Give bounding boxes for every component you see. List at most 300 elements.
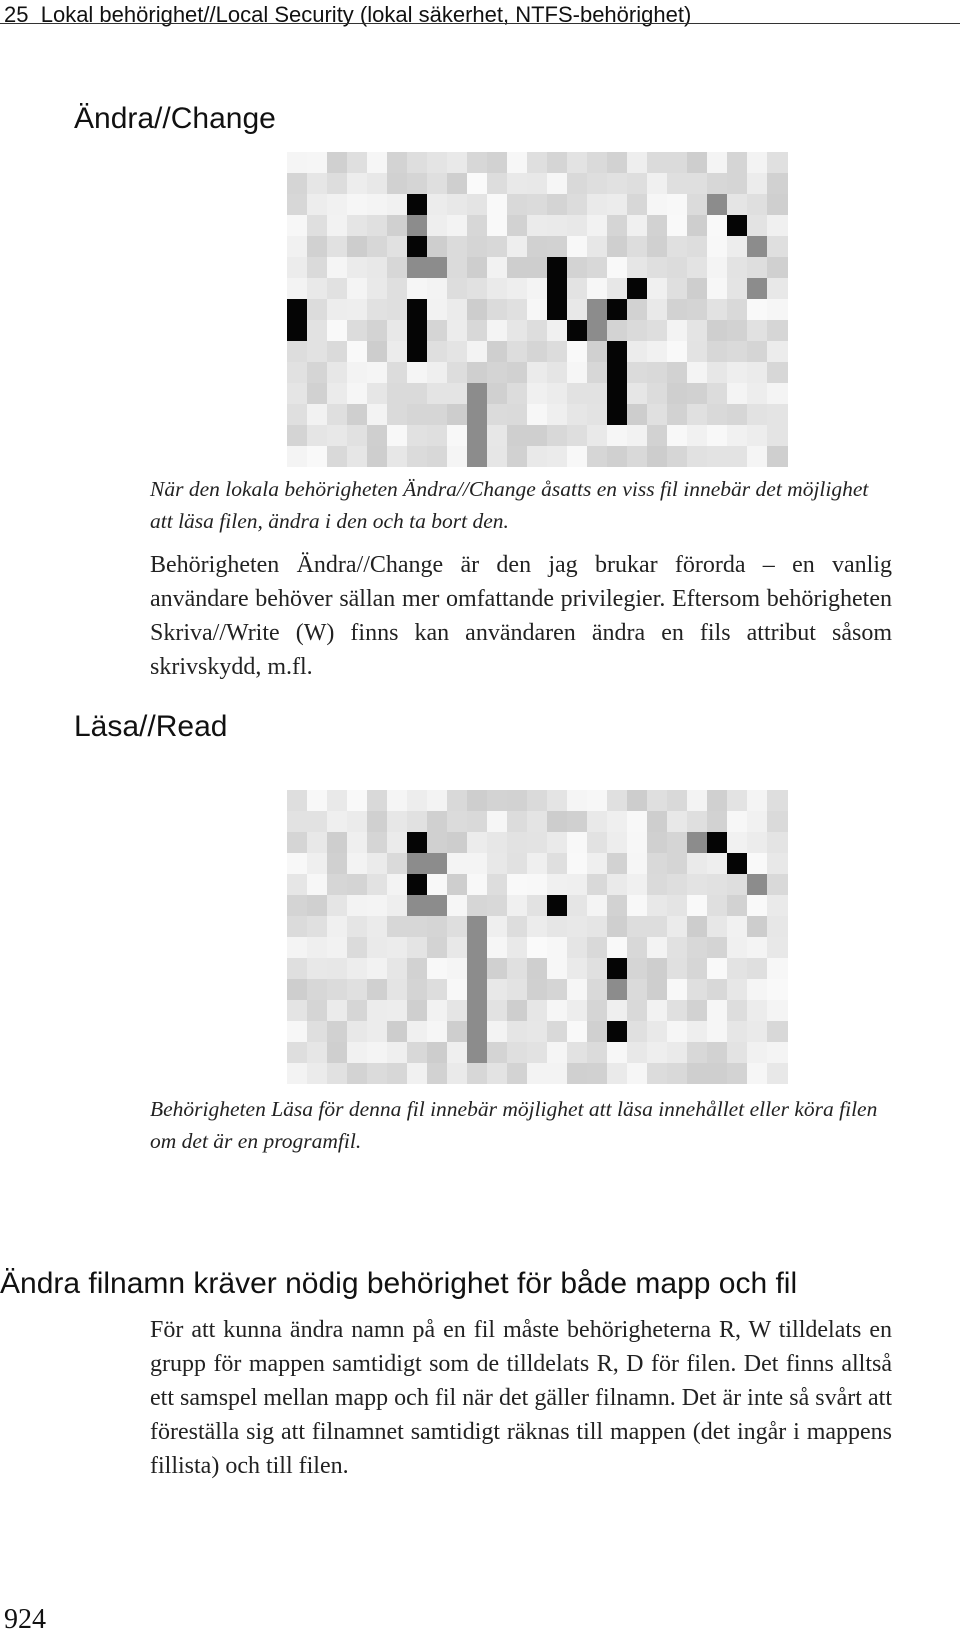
screenshot-pixel <box>747 916 768 937</box>
screenshot-pixel <box>627 404 648 425</box>
screenshot-pixel <box>667 853 688 874</box>
screenshot-pixel <box>487 1021 508 1042</box>
screenshot-pixel <box>767 446 788 467</box>
screenshot-pixel <box>467 853 488 874</box>
screenshot-pixel <box>747 215 768 236</box>
screenshot-pixel <box>307 895 328 916</box>
screenshot-pixel <box>347 790 368 811</box>
screenshot-pixel <box>627 1063 648 1084</box>
screenshot-pixel <box>547 979 568 1000</box>
screenshot-pixel <box>407 194 428 215</box>
screenshot-pixel <box>567 278 588 299</box>
screenshot-pixel <box>467 320 488 341</box>
screenshot-pixel <box>667 1063 688 1084</box>
screenshot-pixel <box>367 320 388 341</box>
screenshot-pixel <box>507 1021 528 1042</box>
screenshot-pixel <box>587 425 608 446</box>
screenshot-pixel <box>607 425 628 446</box>
screenshot-pixel <box>667 937 688 958</box>
screenshot-pixel <box>547 790 568 811</box>
screenshot-pixel <box>747 1000 768 1021</box>
screenshot-pixel <box>467 1063 488 1084</box>
screenshot-pixel <box>507 383 528 404</box>
screenshot-pixel <box>447 383 468 404</box>
page-number: 924 <box>4 1604 46 1635</box>
screenshot-pixel <box>427 811 448 832</box>
screenshot-pixel <box>747 362 768 383</box>
screenshot-pixel <box>407 383 428 404</box>
screenshot-pixel <box>527 194 548 215</box>
screenshot-pixel <box>487 916 508 937</box>
screenshot-pixel <box>607 257 628 278</box>
screenshot-pixel <box>687 1063 708 1084</box>
screenshot-pixel <box>767 874 788 895</box>
screenshot-pixel <box>307 832 328 853</box>
screenshot-pixel <box>647 257 668 278</box>
screenshot-pixel <box>367 1063 388 1084</box>
screenshot-pixel <box>767 236 788 257</box>
screenshot-pixel <box>287 1042 308 1063</box>
screenshot-pixel <box>287 811 308 832</box>
screenshot-pixel <box>627 215 648 236</box>
screenshot-pixel <box>767 257 788 278</box>
screenshot-pixel <box>587 1000 608 1021</box>
screenshot-pixel <box>587 790 608 811</box>
screenshot-pixel <box>327 916 348 937</box>
screenshot-pixel <box>627 152 648 173</box>
screenshot-pixel <box>327 1042 348 1063</box>
screenshot-pixel <box>487 341 508 362</box>
screenshot-pixel <box>527 1042 548 1063</box>
screenshot-pixel <box>387 1000 408 1021</box>
screenshot-pixel <box>387 832 408 853</box>
screenshot-pixel <box>767 404 788 425</box>
screenshot-pixel <box>607 1042 628 1063</box>
screenshot-pixel <box>747 299 768 320</box>
screenshot-pixel <box>287 874 308 895</box>
screenshot-pixel <box>747 811 768 832</box>
screenshot-pixel <box>627 1042 648 1063</box>
screenshot-pixel <box>367 1021 388 1042</box>
screenshot-pixel <box>587 895 608 916</box>
screenshot-pixel <box>387 404 408 425</box>
screenshot-pixel <box>707 853 728 874</box>
screenshot-pixel <box>707 1042 728 1063</box>
screenshot-pixel <box>747 790 768 811</box>
screenshot-pixel <box>327 278 348 299</box>
read-screenshot-image <box>287 790 817 1090</box>
screenshot-pixel <box>667 1021 688 1042</box>
screenshot-pixel <box>327 811 348 832</box>
screenshot-pixel <box>527 257 548 278</box>
screenshot-pixel <box>527 1000 548 1021</box>
screenshot-pixel <box>347 1000 368 1021</box>
screenshot-pixel <box>727 194 748 215</box>
screenshot-pixel <box>647 979 668 1000</box>
screenshot-pixel <box>407 874 428 895</box>
screenshot-pixel <box>647 152 668 173</box>
screenshot-pixel <box>507 299 528 320</box>
screenshot-pixel <box>307 194 328 215</box>
screenshot-pixel <box>487 1042 508 1063</box>
screenshot-pixel <box>587 979 608 1000</box>
screenshot-pixel <box>607 916 628 937</box>
screenshot-pixel <box>627 425 648 446</box>
screenshot-pixel <box>647 236 668 257</box>
screenshot-pixel <box>647 958 668 979</box>
screenshot-pixel <box>427 832 448 853</box>
screenshot-pixel <box>707 979 728 1000</box>
screenshot-pixel <box>287 173 308 194</box>
screenshot-pixel <box>447 874 468 895</box>
screenshot-pixel <box>527 979 548 1000</box>
screenshot-pixel <box>367 853 388 874</box>
screenshot-pixel <box>647 1063 668 1084</box>
screenshot-pixel <box>647 1042 668 1063</box>
screenshot-pixel <box>387 811 408 832</box>
screenshot-pixel <box>547 236 568 257</box>
screenshot-pixel <box>307 811 328 832</box>
screenshot-pixel <box>387 446 408 467</box>
screenshot-pixel <box>627 979 648 1000</box>
screenshot-pixel <box>447 446 468 467</box>
screenshot-pixel <box>427 1021 448 1042</box>
screenshot-pixel <box>687 811 708 832</box>
screenshot-pixel <box>587 832 608 853</box>
screenshot-pixel <box>427 341 448 362</box>
screenshot-pixel <box>507 1063 528 1084</box>
screenshot-pixel <box>747 320 768 341</box>
screenshot-pixel <box>527 1021 548 1042</box>
screenshot-pixel <box>727 832 748 853</box>
running-head <box>4 2 691 28</box>
screenshot-pixel <box>547 341 568 362</box>
screenshot-pixel <box>527 895 548 916</box>
screenshot-pixel <box>567 173 588 194</box>
screenshot-pixel <box>427 790 448 811</box>
screenshot-pixel <box>667 832 688 853</box>
screenshot-pixel <box>627 937 648 958</box>
screenshot-pixel <box>367 341 388 362</box>
screenshot-pixel <box>527 958 548 979</box>
screenshot-pixel <box>467 446 488 467</box>
screenshot-pixel <box>487 979 508 1000</box>
screenshot-pixel <box>647 173 668 194</box>
screenshot-pixel <box>667 874 688 895</box>
screenshot-pixel <box>307 152 328 173</box>
screenshot-pixel <box>387 425 408 446</box>
screenshot-pixel <box>707 895 728 916</box>
screenshot-pixel <box>747 446 768 467</box>
screenshot-pixel <box>627 257 648 278</box>
screenshot-pixel <box>607 979 628 1000</box>
screenshot-pixel <box>687 425 708 446</box>
screenshot-pixel <box>327 173 348 194</box>
screenshot-pixel <box>287 979 308 1000</box>
screenshot-pixel <box>567 1021 588 1042</box>
screenshot-pixel <box>427 215 448 236</box>
screenshot-pixel <box>547 874 568 895</box>
screenshot-pixel <box>767 811 788 832</box>
screenshot-pixel <box>427 874 448 895</box>
screenshot-pixel <box>527 299 548 320</box>
screenshot-pixel <box>307 236 328 257</box>
screenshot-pixel <box>627 895 648 916</box>
screenshot-pixel <box>627 383 648 404</box>
screenshot-pixel <box>667 916 688 937</box>
screenshot-pixel <box>627 341 648 362</box>
screenshot-pixel <box>307 425 328 446</box>
screenshot-pixel <box>587 320 608 341</box>
screenshot-pixel <box>427 1063 448 1084</box>
read-heading: Läsa//Read <box>74 710 228 743</box>
screenshot-pixel <box>707 278 728 299</box>
screenshot-pixel <box>407 215 428 236</box>
screenshot-pixel <box>587 383 608 404</box>
screenshot-pixel <box>747 832 768 853</box>
screenshot-pixel <box>567 832 588 853</box>
screenshot-pixel <box>727 937 748 958</box>
screenshot-pixel <box>327 257 348 278</box>
screenshot-pixel <box>447 916 468 937</box>
screenshot-pixel <box>607 383 628 404</box>
screenshot-pixel <box>467 811 488 832</box>
screenshot-pixel <box>607 853 628 874</box>
screenshot-pixel <box>767 937 788 958</box>
screenshot-pixel <box>487 362 508 383</box>
screenshot-pixel <box>747 425 768 446</box>
screenshot-pixel <box>467 979 488 1000</box>
screenshot-pixel <box>567 895 588 916</box>
screenshot-pixel <box>767 194 788 215</box>
screenshot-pixel <box>767 832 788 853</box>
screenshot-pixel <box>667 446 688 467</box>
screenshot-pixel <box>327 236 348 257</box>
screenshot-pixel <box>707 916 728 937</box>
screenshot-pixel <box>607 404 628 425</box>
screenshot-pixel <box>367 1042 388 1063</box>
screenshot-pixel <box>367 194 388 215</box>
screenshot-pixel <box>567 152 588 173</box>
screenshot-pixel <box>767 425 788 446</box>
screenshot-pixel <box>347 979 368 1000</box>
screenshot-pixel <box>627 446 648 467</box>
screenshot-pixel <box>667 425 688 446</box>
screenshot-pixel <box>347 194 368 215</box>
screenshot-pixel <box>607 152 628 173</box>
screenshot-pixel <box>467 1021 488 1042</box>
screenshot-pixel <box>667 958 688 979</box>
screenshot-pixel <box>407 1042 428 1063</box>
screenshot-pixel <box>307 341 328 362</box>
screenshot-pixel <box>307 215 328 236</box>
screenshot-pixel <box>687 895 708 916</box>
screenshot-pixel <box>547 194 568 215</box>
screenshot-pixel <box>727 152 748 173</box>
screenshot-pixel <box>327 152 348 173</box>
screenshot-pixel <box>507 1000 528 1021</box>
screenshot-pixel <box>727 1021 748 1042</box>
screenshot-pixel <box>367 895 388 916</box>
screenshot-pixel <box>567 383 588 404</box>
screenshot-pixel <box>707 446 728 467</box>
screenshot-pixel <box>527 832 548 853</box>
screenshot-pixel <box>367 299 388 320</box>
screenshot-pixel <box>327 215 348 236</box>
screenshot-pixel <box>347 1063 368 1084</box>
screenshot-pixel <box>507 236 528 257</box>
screenshot-pixel <box>527 937 548 958</box>
screenshot-pixel <box>387 194 408 215</box>
screenshot-pixel <box>367 383 388 404</box>
change-heading: Ändra//Change <box>74 102 276 135</box>
screenshot-pixel <box>447 979 468 1000</box>
screenshot-pixel <box>767 853 788 874</box>
screenshot-pixel <box>507 320 528 341</box>
screenshot-pixel <box>667 1042 688 1063</box>
screenshot-pixel <box>767 958 788 979</box>
screenshot-pixel <box>587 853 608 874</box>
screenshot-pixel <box>747 404 768 425</box>
screenshot-pixel <box>667 299 688 320</box>
screenshot-pixel <box>647 278 668 299</box>
screenshot-pixel <box>667 341 688 362</box>
screenshot-pixel <box>327 1063 348 1084</box>
screenshot-pixel <box>707 937 728 958</box>
screenshot-pixel <box>767 790 788 811</box>
screenshot-pixel <box>767 320 788 341</box>
screenshot-pixel <box>567 257 588 278</box>
screenshot-pixel <box>507 362 528 383</box>
screenshot-pixel <box>487 937 508 958</box>
screenshot-pixel <box>527 341 548 362</box>
screenshot-pixel <box>647 446 668 467</box>
screenshot-pixel <box>727 362 748 383</box>
screenshot-pixel <box>727 1000 748 1021</box>
screenshot-pixel <box>547 404 568 425</box>
screenshot-pixel <box>447 895 468 916</box>
screenshot-pixel <box>547 937 568 958</box>
screenshot-pixel <box>467 895 488 916</box>
screenshot-pixel <box>487 895 508 916</box>
screenshot-pixel <box>567 215 588 236</box>
screenshot-pixel <box>527 215 548 236</box>
screenshot-pixel <box>347 853 368 874</box>
screenshot-pixel <box>687 1021 708 1042</box>
screenshot-pixel <box>687 383 708 404</box>
screenshot-pixel <box>307 874 328 895</box>
screenshot-pixel <box>287 790 308 811</box>
screenshot-pixel <box>327 958 348 979</box>
screenshot-pixel <box>587 1063 608 1084</box>
screenshot-pixel <box>607 215 628 236</box>
screenshot-pixel <box>407 979 428 1000</box>
screenshot-pixel <box>567 1000 588 1021</box>
screenshot-pixel <box>587 257 608 278</box>
screenshot-pixel <box>747 383 768 404</box>
screenshot-pixel <box>507 404 528 425</box>
screenshot-pixel <box>567 1042 588 1063</box>
screenshot-pixel <box>607 958 628 979</box>
screenshot-pixel <box>627 1021 648 1042</box>
screenshot-pixel <box>727 1042 748 1063</box>
screenshot-pixel <box>667 152 688 173</box>
screenshot-pixel <box>727 236 748 257</box>
screenshot-pixel <box>547 1063 568 1084</box>
screenshot-pixel <box>327 937 348 958</box>
screenshot-pixel <box>387 958 408 979</box>
screenshot-pixel <box>567 874 588 895</box>
screenshot-pixel <box>627 1000 648 1021</box>
screenshot-pixel <box>587 362 608 383</box>
screenshot-pixel <box>507 832 528 853</box>
screenshot-pixel <box>327 362 348 383</box>
screenshot-pixel <box>647 916 668 937</box>
screenshot-pixel <box>447 1042 468 1063</box>
screenshot-pixel <box>447 194 468 215</box>
screenshot-pixel <box>747 853 768 874</box>
screenshot-pixel <box>407 790 428 811</box>
screenshot-pixel <box>547 446 568 467</box>
screenshot-pixel <box>727 790 748 811</box>
screenshot-pixel <box>507 937 528 958</box>
screenshot-pixel <box>507 425 528 446</box>
screenshot-pixel <box>707 958 728 979</box>
screenshot-pixel <box>467 236 488 257</box>
screenshot-pixel <box>327 1021 348 1042</box>
screenshot-pixel <box>687 362 708 383</box>
screenshot-pixel <box>467 937 488 958</box>
screenshot-pixel <box>707 341 728 362</box>
screenshot-pixel <box>327 1000 348 1021</box>
screenshot-pixel <box>627 958 648 979</box>
screenshot-pixel <box>607 446 628 467</box>
screenshot-pixel <box>747 341 768 362</box>
screenshot-pixel <box>607 362 628 383</box>
screenshot-pixel <box>547 425 568 446</box>
screenshot-pixel <box>547 257 568 278</box>
screenshot-pixel <box>427 1042 448 1063</box>
screenshot-pixel <box>427 979 448 1000</box>
screenshot-pixel <box>567 853 588 874</box>
screenshot-pixel <box>707 152 728 173</box>
screenshot-pixel <box>627 236 648 257</box>
screenshot-pixel <box>307 958 328 979</box>
screenshot-pixel <box>607 832 628 853</box>
screenshot-pixel <box>687 152 708 173</box>
screenshot-pixel <box>407 362 428 383</box>
screenshot-pixel <box>567 236 588 257</box>
screenshot-pixel <box>307 278 328 299</box>
screenshot-pixel <box>727 257 748 278</box>
screenshot-pixel <box>707 874 728 895</box>
screenshot-pixel <box>327 404 348 425</box>
screenshot-pixel <box>367 425 388 446</box>
screenshot-pixel <box>707 425 728 446</box>
screenshot-pixel <box>667 383 688 404</box>
screenshot-pixel <box>427 853 448 874</box>
screenshot-pixel <box>727 425 748 446</box>
screenshot-pixel <box>747 1042 768 1063</box>
screenshot-pixel <box>707 236 728 257</box>
screenshot-pixel <box>347 278 368 299</box>
screenshot-pixel <box>407 446 428 467</box>
screenshot-pixel <box>687 341 708 362</box>
screenshot-pixel <box>667 1000 688 1021</box>
screenshot-pixel <box>687 173 708 194</box>
screenshot-pixel <box>347 383 368 404</box>
screenshot-pixel <box>427 425 448 446</box>
